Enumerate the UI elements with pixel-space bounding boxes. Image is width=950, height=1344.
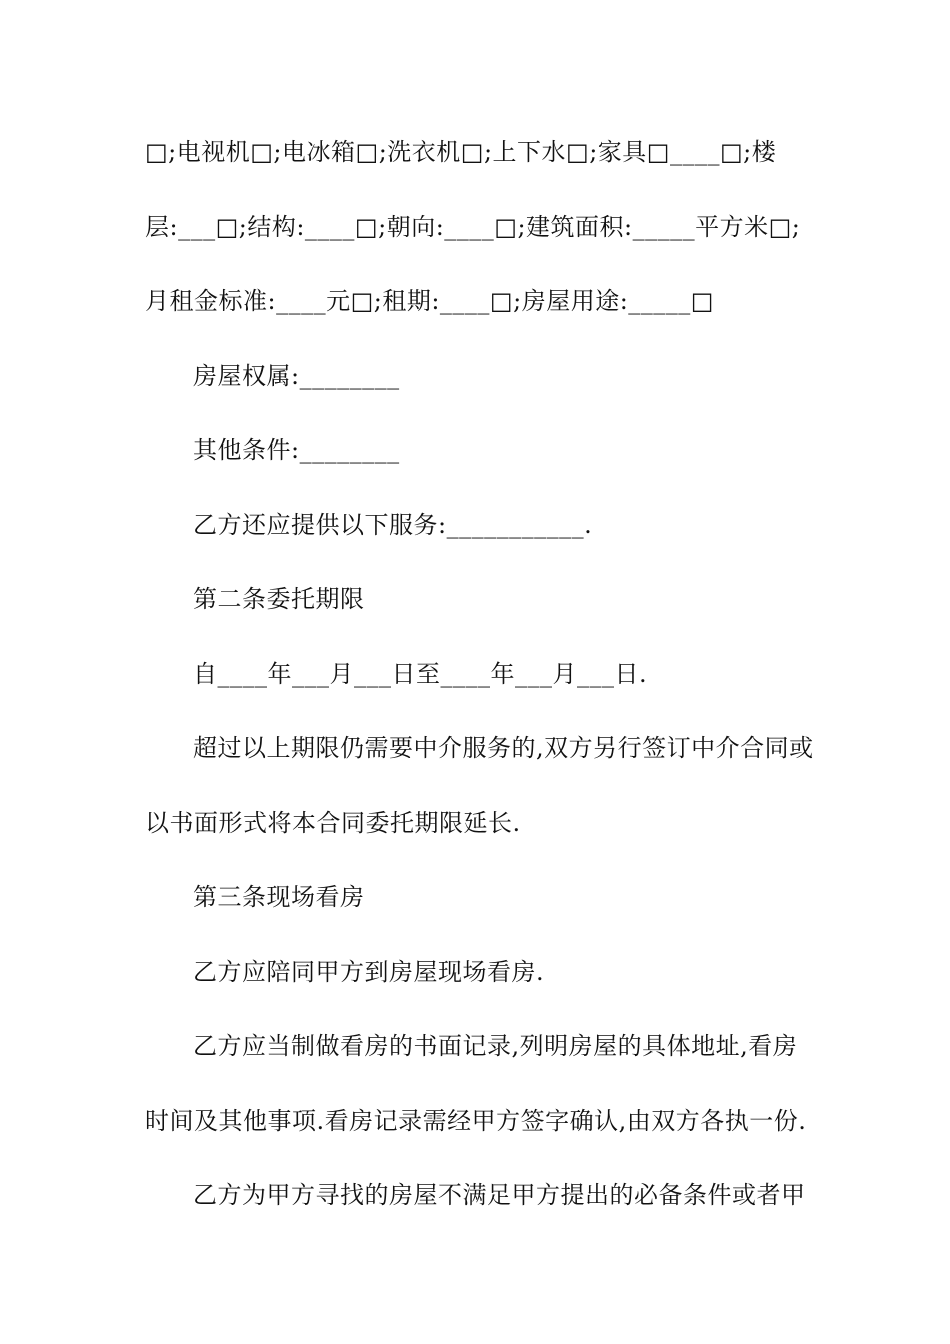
- text-line-other-conditions: 其他条件:________: [193, 436, 400, 464]
- section-heading-viewing: 第三条现场看房: [193, 883, 365, 911]
- text-line-ownership: 房屋权属:________: [193, 362, 400, 390]
- text-line-record-2: 时间及其他事项.看房记录需经甲方签字确认,由双方各执一份.: [145, 1107, 807, 1135]
- text-line-extra-services: 乙方还应提供以下服务:___________.: [193, 511, 593, 539]
- text-line-date-range: 自____年___月___日至____年___月___日.: [193, 660, 648, 688]
- text-line-rent-term: 月租金标准:____元□;租期:____□;房屋用途:_____□: [145, 287, 714, 315]
- text-line-record-1: 乙方应当制做看房的书面记录,列明房屋的具体地址,看房: [193, 1032, 798, 1060]
- text-line-viewing-1: 乙方应陪同甲方到房屋现场看房.: [193, 958, 545, 986]
- text-line-floor-structure: 层:___□;结构:____□;朝向:____□;建筑面积:_____平方米□;: [145, 213, 801, 241]
- text-line-unsatisfied: 乙方为甲方寻找的房屋不满足甲方提出的必备条件或者甲: [193, 1181, 806, 1209]
- text-line-facilities: □;电视机□;电冰箱□;洗衣机□;上下水□;家具□____□;楼: [145, 138, 777, 166]
- text-line-extension-2: 以书面形式将本合同委托期限延长.: [145, 809, 521, 837]
- text-line-extension-1: 超过以上期限仍需要中介服务的,双方另行签订中介合同或: [193, 734, 814, 762]
- section-heading-term: 第二条委托期限: [193, 585, 365, 613]
